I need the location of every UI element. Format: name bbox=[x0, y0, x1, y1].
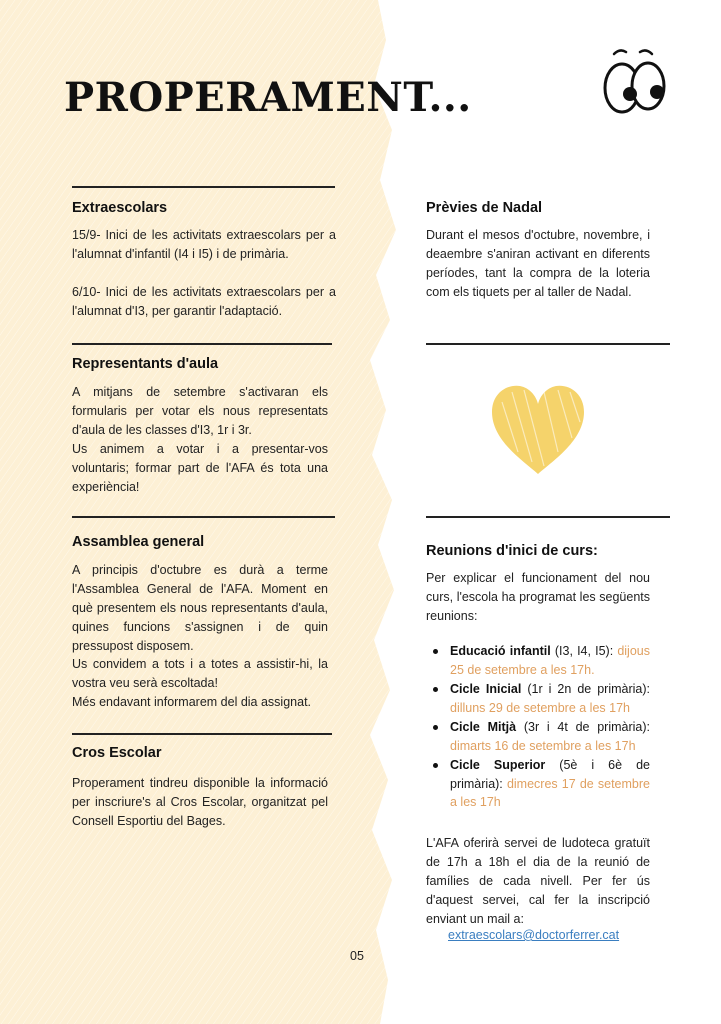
extraescolars-paragraph-2: 6/10- Inici de les activitats extraescolars per a l'alumnat d'I3, per garantir l'adaptació. bbox=[72, 285, 336, 318]
page-number: 05 bbox=[350, 949, 364, 963]
list-item bbox=[426, 642, 650, 679]
list-item bbox=[426, 756, 650, 812]
cycle-name: Cicle Superior bbox=[450, 758, 546, 772]
cycle-detail: (5è i 6è de primària): bbox=[450, 758, 651, 791]
heart-icon bbox=[488, 382, 588, 478]
divider-line bbox=[72, 186, 335, 188]
googly-eyes-icon bbox=[600, 42, 672, 116]
section-title-reunions: Reunions d'inici de curs: bbox=[426, 543, 598, 559]
divider-line bbox=[72, 343, 332, 345]
assemblea-paragraph-3: Més endavant informarem del dia assignat. bbox=[72, 695, 312, 709]
meeting-date: dimecres 17 de setembre a les 17h bbox=[450, 776, 650, 809]
assemblea-paragraph-1: A principis d'octubre es durà a terme l'Assamblea General de l'AFA. Moment en què presentem els nous representants d'aula, quines funcions s'assignen i de quin pressupost disposem. bbox=[72, 563, 328, 653]
section-title-extraescolars: Extraescolars bbox=[72, 200, 168, 216]
divider-line bbox=[72, 516, 335, 518]
cycle-detail: (1r i 2n de primària): bbox=[521, 682, 651, 696]
meetings-list bbox=[426, 642, 650, 813]
representants-paragraph-1: A mitjans de setembre s'activaran els formularis per votar els nous representats d'aula de les classes d'I3, 1r i 3r. bbox=[72, 385, 328, 437]
meeting-date: dijous 25 de setembre a les 17h. bbox=[450, 644, 650, 677]
list-item bbox=[426, 718, 650, 755]
page-title: PROPERAMENT... bbox=[64, 74, 472, 121]
cycle-detail: (I3, I4, I5): bbox=[550, 644, 618, 658]
assemblea-paragraph-2: Us convidem a tots i a totes a assistir-hi, la vostra veu serà escoltada! bbox=[72, 657, 328, 690]
cros-paragraph: Properament tindreu disponible la informació per inscriure's al Cros Escolar, organitzat pel Consell Esportiu del Bages. bbox=[72, 776, 328, 828]
cycle-detail: (3r i 4t de primària): bbox=[516, 720, 651, 734]
extraescolars-paragraph-1: 15/9- Inici de les activitats extraescolars per a l'alumnat d'infantil (I4 i I5) i de primària. bbox=[72, 228, 336, 261]
section-title-assemblea: Assamblea general bbox=[72, 534, 205, 550]
representants-paragraph-2: Us animem a votar i a presentar-vos voluntaris; formar part de l'AFA és tota una experiència! bbox=[72, 442, 328, 494]
section-title-cros: Cros Escolar bbox=[72, 745, 162, 761]
nadal-paragraph: Durant el mesos d'octubre, novembre, i deaembre s'aniran activant en diferents períodes, tant la compra de la loteria com els tiquets per al taller de Nadal. bbox=[426, 228, 650, 299]
cycle-name: Educació infantil bbox=[450, 644, 551, 658]
meeting-date: dilluns 29 de setembre a les 17h bbox=[450, 700, 630, 715]
list-item bbox=[426, 680, 650, 717]
email-link[interactable]: extraescolars@doctorferrer.cat bbox=[448, 928, 620, 942]
section-title-nadal: Prèvies de Nadal bbox=[426, 200, 543, 216]
divider-line bbox=[426, 516, 670, 518]
section-title-representants: Representants d'aula bbox=[72, 356, 219, 372]
cycle-name: Cicle Inicial bbox=[450, 682, 522, 696]
reunions-intro: Per explicar el funcionament del nou curs, l'escola ha programat les següents reunions: bbox=[426, 571, 650, 623]
ludoteca-paragraph: L'AFA oferirà servei de ludoteca gratuït de 17h a 18h el dia de la reunió de famílies de cada nivell. Per fer ús d'aquest servei, cal fer la inscripció enviant un mail a: bbox=[426, 836, 650, 926]
divider-line bbox=[72, 733, 332, 735]
cycle-name: Cicle Mitjà bbox=[450, 720, 517, 734]
meeting-date: dimarts 16 de setembre a les 17h bbox=[450, 738, 636, 753]
divider-line bbox=[426, 343, 670, 345]
